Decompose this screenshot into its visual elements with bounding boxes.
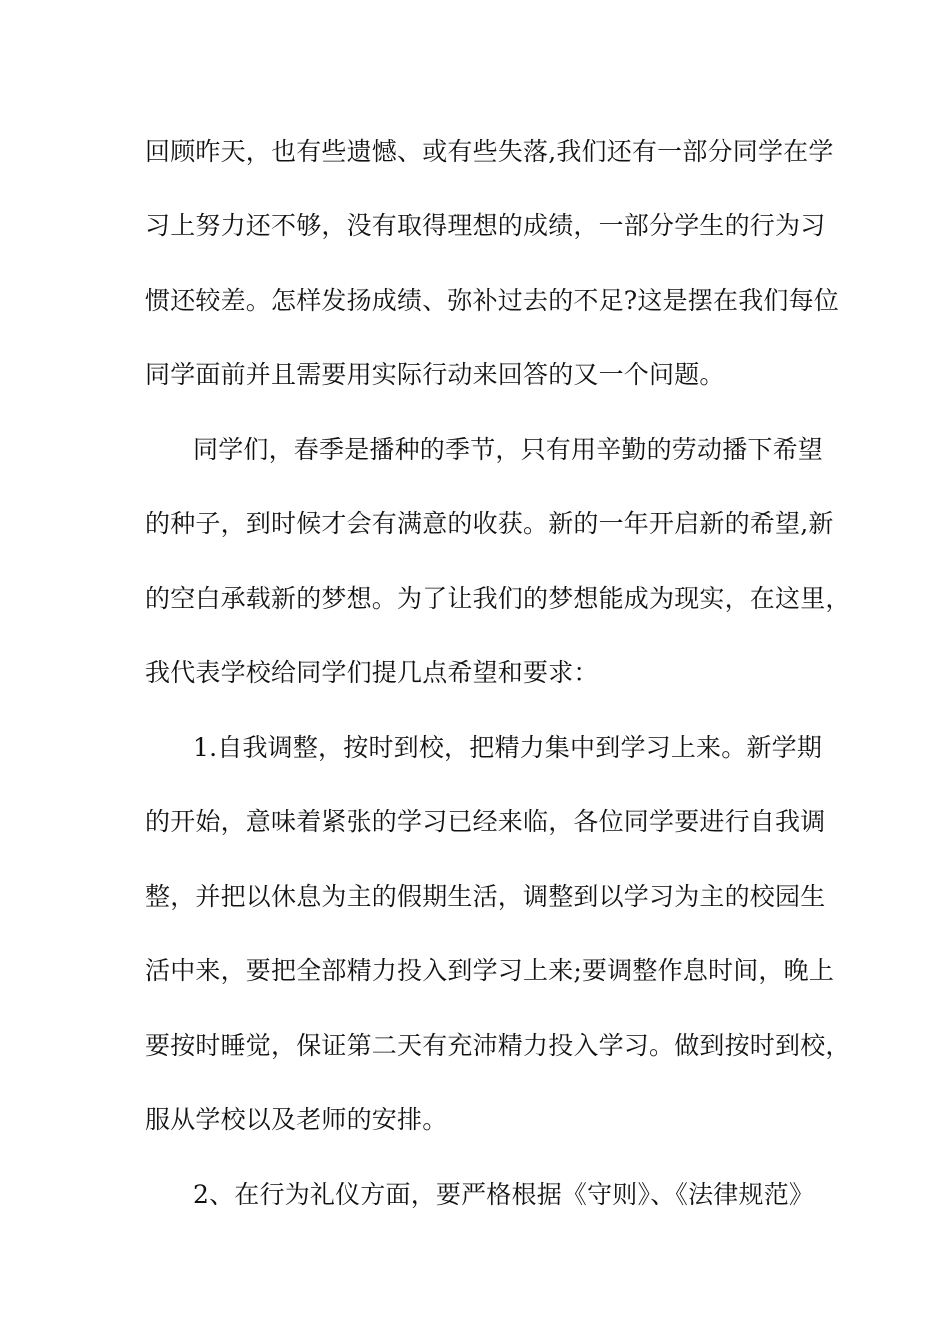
text-line-11: 整，并把以休息为主的假期生活，调整到以学习为主的校园生 (145, 882, 826, 911)
text-line-10: 的开始，意味着紧张的学习已经来临，各位同学要进行自我调 (145, 807, 826, 836)
text-line-7: 的空白承载新的梦想。为了让我们的梦想能成为现实，在这里， (145, 584, 851, 613)
text-line-2: 习上努力还不够，没有取得理想的成绩，一部分学生的行为习 (145, 211, 826, 240)
text-line-15: 2、在行为礼仪方面，要严格根据《守则》、《法律规范》 (193, 1180, 815, 1209)
text-line-6: 的种子，到时候才会有满意的收获。新的一年开启新的希望,新 (145, 509, 834, 538)
text-line-3: 惯还较差。怎样发扬成绩、弥补过去的不足?这是摆在我们每位 (145, 286, 840, 315)
text-line-4: 同学面前并且需要用实际行动来回答的又一个问题。 (145, 360, 725, 389)
text-line-14: 服从学校以及老师的安排。 (145, 1105, 448, 1134)
text-line-12: 活中来，要把全部精力投入到学习上来;要调整作息时间，晚上 (145, 956, 835, 985)
text-line-9: 1.自我调整，按时到校，把精力集中到学习上来。新学期 (193, 733, 823, 762)
text-line-8: 我代表学校给同学们提几点希望和要求： (145, 658, 599, 687)
text-line-5: 同学们，春季是播种的季节，只有用辛勤的劳动播下希望 (193, 435, 824, 464)
text-line-13: 要按时睡觉，保证第二天有充沛精力投入学习。做到按时到校， (145, 1031, 851, 1060)
text-line-1: 回顾昨天，也有些遗憾、或有些失落,我们还有一部分同学在学 (145, 137, 834, 166)
